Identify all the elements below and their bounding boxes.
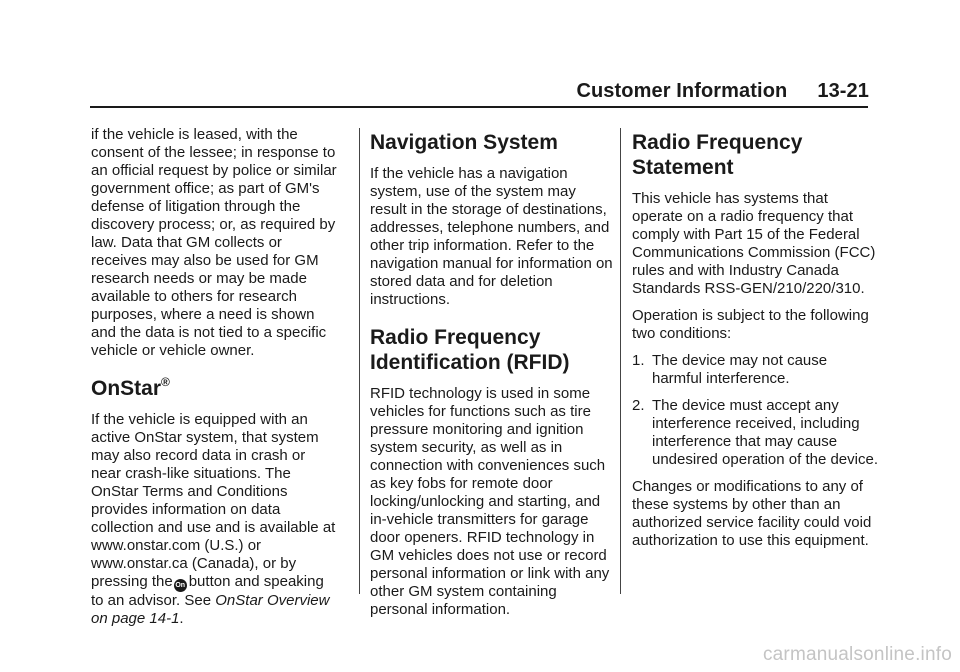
rfid-heading: Radio Frequency Identification (RFID): [370, 326, 570, 374]
onstar-heading: [91, 376, 337, 401]
column-2: [370, 126, 616, 628]
navigation-paragraph: If the vehicle has a navigation system, use of the system may result in the storage of destinations, addresses, telephone numbers, and other trip information. Refer to the navigation manual for information on stored data and for deletion instructions.: [370, 165, 613, 308]
leased-paragraph: if the vehicle is leased, with the consent of the lessee; in response to an official request by police or similar government office; as part of GM's defense of litigation through the discovery process; or, as required by law. Data that GM collects or receives may also be used for GM research needs or may be made available to others for research purposes, where a need is shown and the data is not tied to a specific vehicle or vehicle owner.: [91, 126, 337, 359]
watermark: carmanualsonline.info: [762, 644, 952, 665]
onstar-paragraph: [91, 411, 337, 628]
list-item: [632, 352, 878, 388]
page-header: [576, 80, 869, 103]
list-text: The device may not cause harmful interference.: [652, 352, 828, 387]
column-3: [632, 126, 878, 559]
rfid-paragraph: RFID technology is used in some vehicles for functions such as tire pressure monitoring and ignition system security, as well as in connection with conveniences such as key fobs for remote door locking/unlocking and starting, and in-vehicle transmitters for garage door openers. RFID technology in GM vehicles does not use or record personal information or link with any other GM system containing personal information.: [370, 385, 610, 618]
conditions-paragraph: Operation is subject to the following two conditions:: [632, 307, 869, 342]
section-title: Customer Information: [576, 80, 788, 102]
modifications-paragraph: Changes or modifications to any of these systems by other than an authorized service facility could void authorization to use this equipment.: [632, 478, 872, 549]
onstar-heading-text: OnStar: [91, 377, 162, 400]
list-text: The device must accept any interference received, including interference that may cause undesired operation of the device.: [652, 397, 878, 468]
radio-frequency-heading: Radio Frequency Statement: [632, 131, 803, 179]
column-1: [91, 126, 337, 637]
page-number: 13-21: [817, 80, 869, 102]
onstar-text-1: If the vehicle is equipped with an active OnStar system, that system may also record data in crash or near crash-like situations. The OnStar Terms and Conditions provides information on data collection and use and is available at www.onstar.com (U.S.) or www.onstar.ca (Canada), or by pressing the: [91, 411, 336, 590]
navigation-heading: Navigation System: [370, 131, 558, 154]
header-rule: [90, 106, 868, 108]
fcc-paragraph: This vehicle has systems that operate on a radio frequency that comply with Part 15 of the Federal Communications Commission (FCC) rules and with Industry Canada Standards RSS-GEN/210/220/310.: [632, 190, 876, 297]
onstar-text-end: .: [179, 610, 184, 627]
list-item: [632, 397, 878, 469]
onstar-text-2: button and speaking to an advisor. See: [91, 573, 324, 609]
onstar-overview-ref: OnStar Overview on page 14-1: [91, 592, 330, 627]
column-divider-1: [359, 128, 360, 594]
list-number: 2.: [632, 397, 645, 414]
registered-mark: ®: [161, 375, 170, 389]
column-divider-2: [620, 128, 621, 594]
onstar-button-icon: On: [174, 579, 187, 592]
list-number: 1.: [632, 352, 645, 369]
